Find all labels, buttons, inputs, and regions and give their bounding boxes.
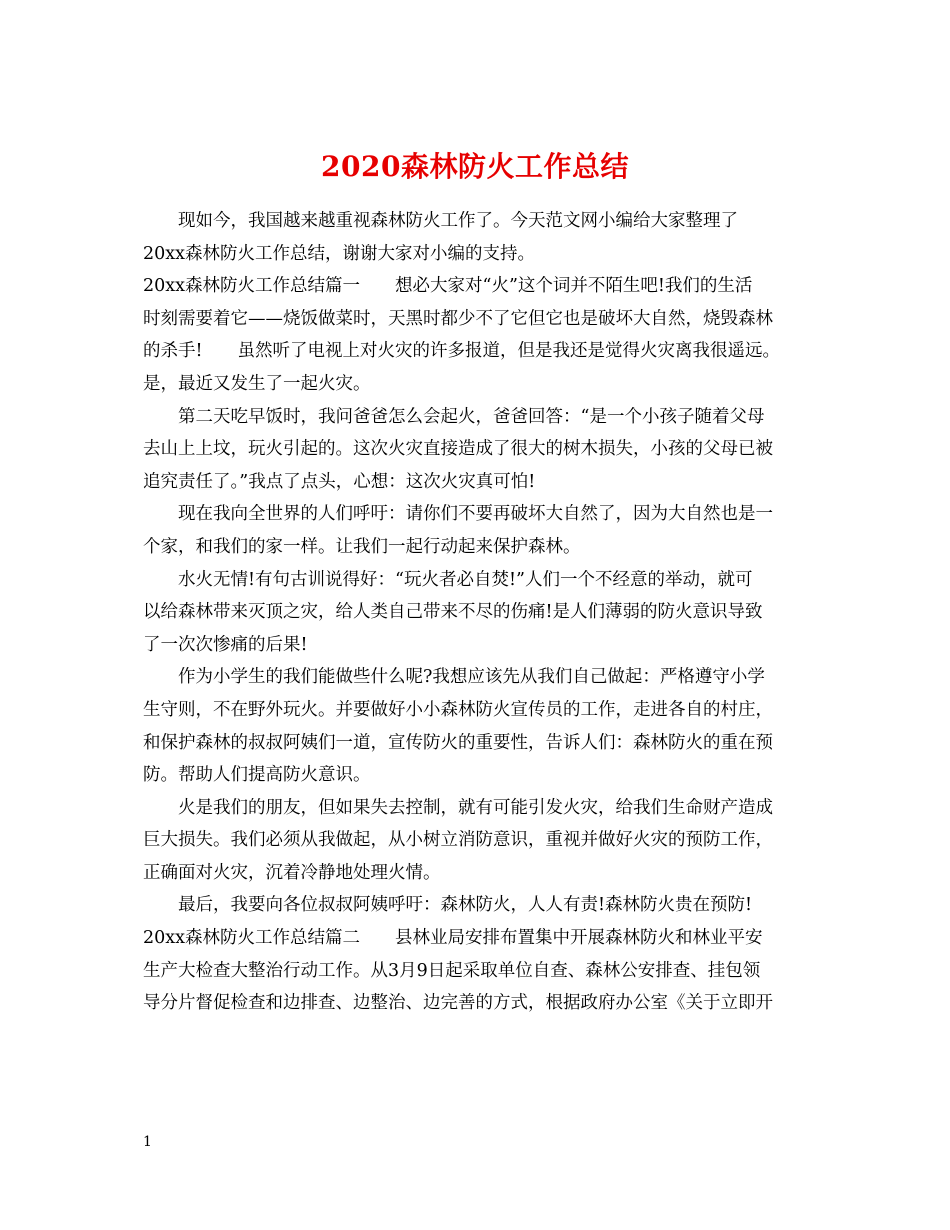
text-line: 火是我们的朋友，但如果失去控制，就有可能引发火灾，给我们生命财产造成: [178, 797, 773, 818]
text-line: 是，最近又发生了一起火灾。: [143, 373, 371, 394]
document-body: [143, 205, 828, 1020]
text-line: 正确面对火灾，沉着冷静地处理火情。: [143, 862, 441, 883]
text-line: 20xx森林防火工作总结篇二 县林业局安排布置集中开展森林防火和林业平安: [143, 928, 763, 949]
text-line: 作为小学生的我们能做些什么呢?我想应该先从我们自己做起：严格遵守小学: [178, 667, 765, 688]
text-line: 和保护森林的叔叔阿姨们一道，宣传防火的重要性，告诉人们：森林防火的重在预: [143, 732, 773, 753]
text-line: 以给森林带来灭顶之灾，给人类自己带来不尽的伤痛!是人们薄弱的防火意识导致: [143, 602, 763, 623]
text-line: 最后，我要向各位叔叔阿姨呼吁：森林防火，人人有责!森林防火贵在预防!: [178, 895, 753, 916]
text-line: 生产大检查大整治行动工作。从3月9日起采取单位自查、森林公安排查、挂包领: [143, 960, 761, 981]
text-line: 20xx森林防火工作总结篇一 想必大家对“火”这个词并不陌生吧!我们的生活: [143, 276, 753, 297]
text-line: 防。帮助人们提高防火意识。: [143, 765, 371, 786]
text-line: 的杀手! 虽然听了电视上对火灾的许多报道，但是我还是觉得火灾离我很遥远。: [143, 341, 781, 362]
text-line: 水火无情!有句古训说得好：“玩火者必自焚!”人们一个不经意的举动，就可: [178, 569, 753, 590]
text-line: 了一次次惨痛的后果!: [143, 634, 308, 655]
text-line: 现在我向全世界的人们呼吁：请你们不要再破坏大自然了，因为大自然也是一: [178, 504, 773, 525]
page-number: 1: [143, 1134, 152, 1150]
text-line: 追究责任了。”我点了点头，心想：这次火灾真可怕!: [143, 471, 536, 492]
text-line: 去山上上坟，玩火引起的。这次火灾直接造成了很大的树木损失，小孩的父母已被: [143, 439, 773, 460]
text-line: 第二天吃早饭时，我问爸爸怎么会起火，爸爸回答：“是一个小孩子随着父母: [178, 406, 765, 427]
text-line: 20xx森林防火工作总结，谢谢大家对小编的支持。: [143, 243, 536, 264]
text-line: 巨大损失。我们必须从我做起，从小树立消防意识，重视并做好火灾的预防工作，: [143, 830, 773, 851]
text-line: 导分片督促检查和边排查、边整治、边完善的方式，根据政府办公室《关于立即开: [143, 993, 773, 1014]
text-line: 生守则，不在野外玩火。并要做好小小森林防火宣传员的工作，走进各自的村庄，: [143, 699, 773, 720]
text-line: 时刻需要着它——烧饭做菜时，天黑时都少不了它但它也是破坏大自然，烧毁森林: [143, 308, 773, 329]
text-line: 个家，和我们的家一样。让我们一起行动起来保护森林。: [143, 536, 581, 557]
text-line: 现如今，我国越来越重视森林防火工作了。今天范文网小编给大家整理了: [178, 211, 738, 231]
document-title: 2020森林防火工作总结: [321, 149, 629, 183]
